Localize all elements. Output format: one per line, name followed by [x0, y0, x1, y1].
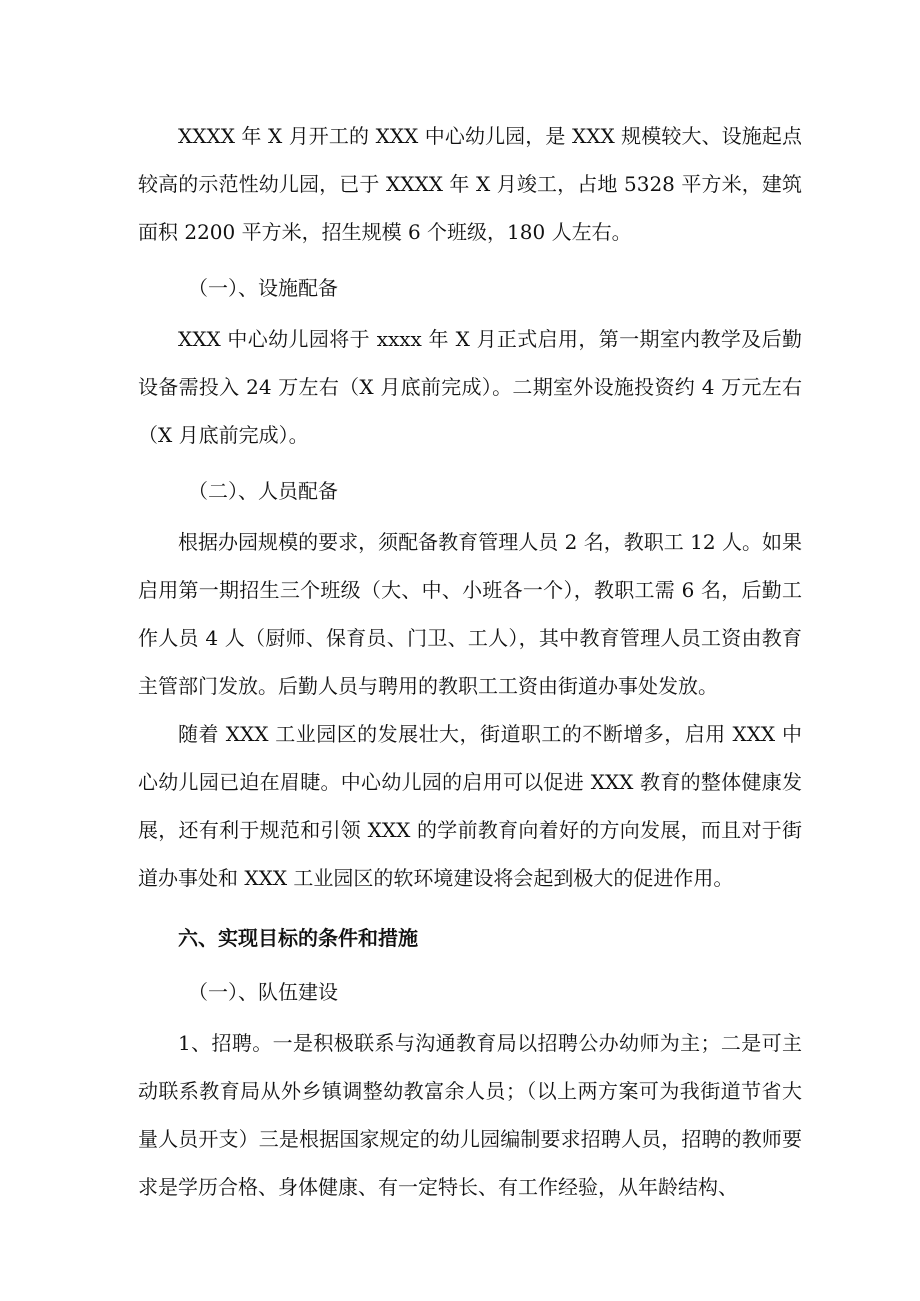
paragraph-recruitment: 1、招聘。一是积极联系与沟通教育局以招聘公办幼师为主；二是可主动联系教育局从外乡镇调整幼教富余人员；（以上两方案可为我街道节省大量人员开支）三是根据国家规定的幼儿园编制要求招聘人员，招聘的教师要求是学历合格、身体健康、有一定特长、有工作经验，从年龄结构、 [138, 1031, 802, 1199]
paragraph-development: 随着 XXX 工业园区的发展壮大，街道职工的不断增多，启用 XXX 中心幼儿园已迫在眉睫。中心幼儿园的启用可以促进 XXX 教育的整体健康发展，还有利于规范和引领 XXX 的学前教育向着好的方向发展，而且对于街道办事处和 XXX 工业园区的软环境建设将会起到极大的促进作用。 [138, 722, 802, 890]
paragraph-kindergarten-overview: XXXX 年 X 月开工的 XXX 中心幼儿园，是 XXX 规模较大、设施起点较高的示范性幼儿园，已于 XXXX 年 X 月竣工，占地 5328 平方米，建筑面积 2200 平方米，招生规模 6 个班级，180 人左右。 [138, 124, 802, 244]
paragraph-facilities: XXX 中心幼儿园将于 xxxx 年 X 月正式启用，第一期室内教学及后勤设备需投入 24 万左右（X 月底前完成）。二期室外设施投资约 4 万元左右（X 月底前完成）。 [138, 327, 802, 447]
section-heading-conditions: 六、实现目标的条件和措施 [178, 926, 418, 950]
paragraph-staffing: 根据办园规模的要求，须配备教育管理人员 2 名，教职工 12 人。如果启用第一期招生三个班级（大、中、小班各一个），教职工需 6 名，后勤工作人员 4 人（厨师、保育员、门卫、工人），其中教育管理人员工资由教育主管部门发放。后勤人员与聘用的教职工工资由街道办事处发放。 [138, 530, 802, 698]
subheading-team-building: （一）、队伍建设 [188, 980, 338, 1004]
subheading-facilities: （一）、设施配备 [188, 276, 338, 300]
subheading-staffing: （二）、人员配备 [188, 479, 338, 503]
